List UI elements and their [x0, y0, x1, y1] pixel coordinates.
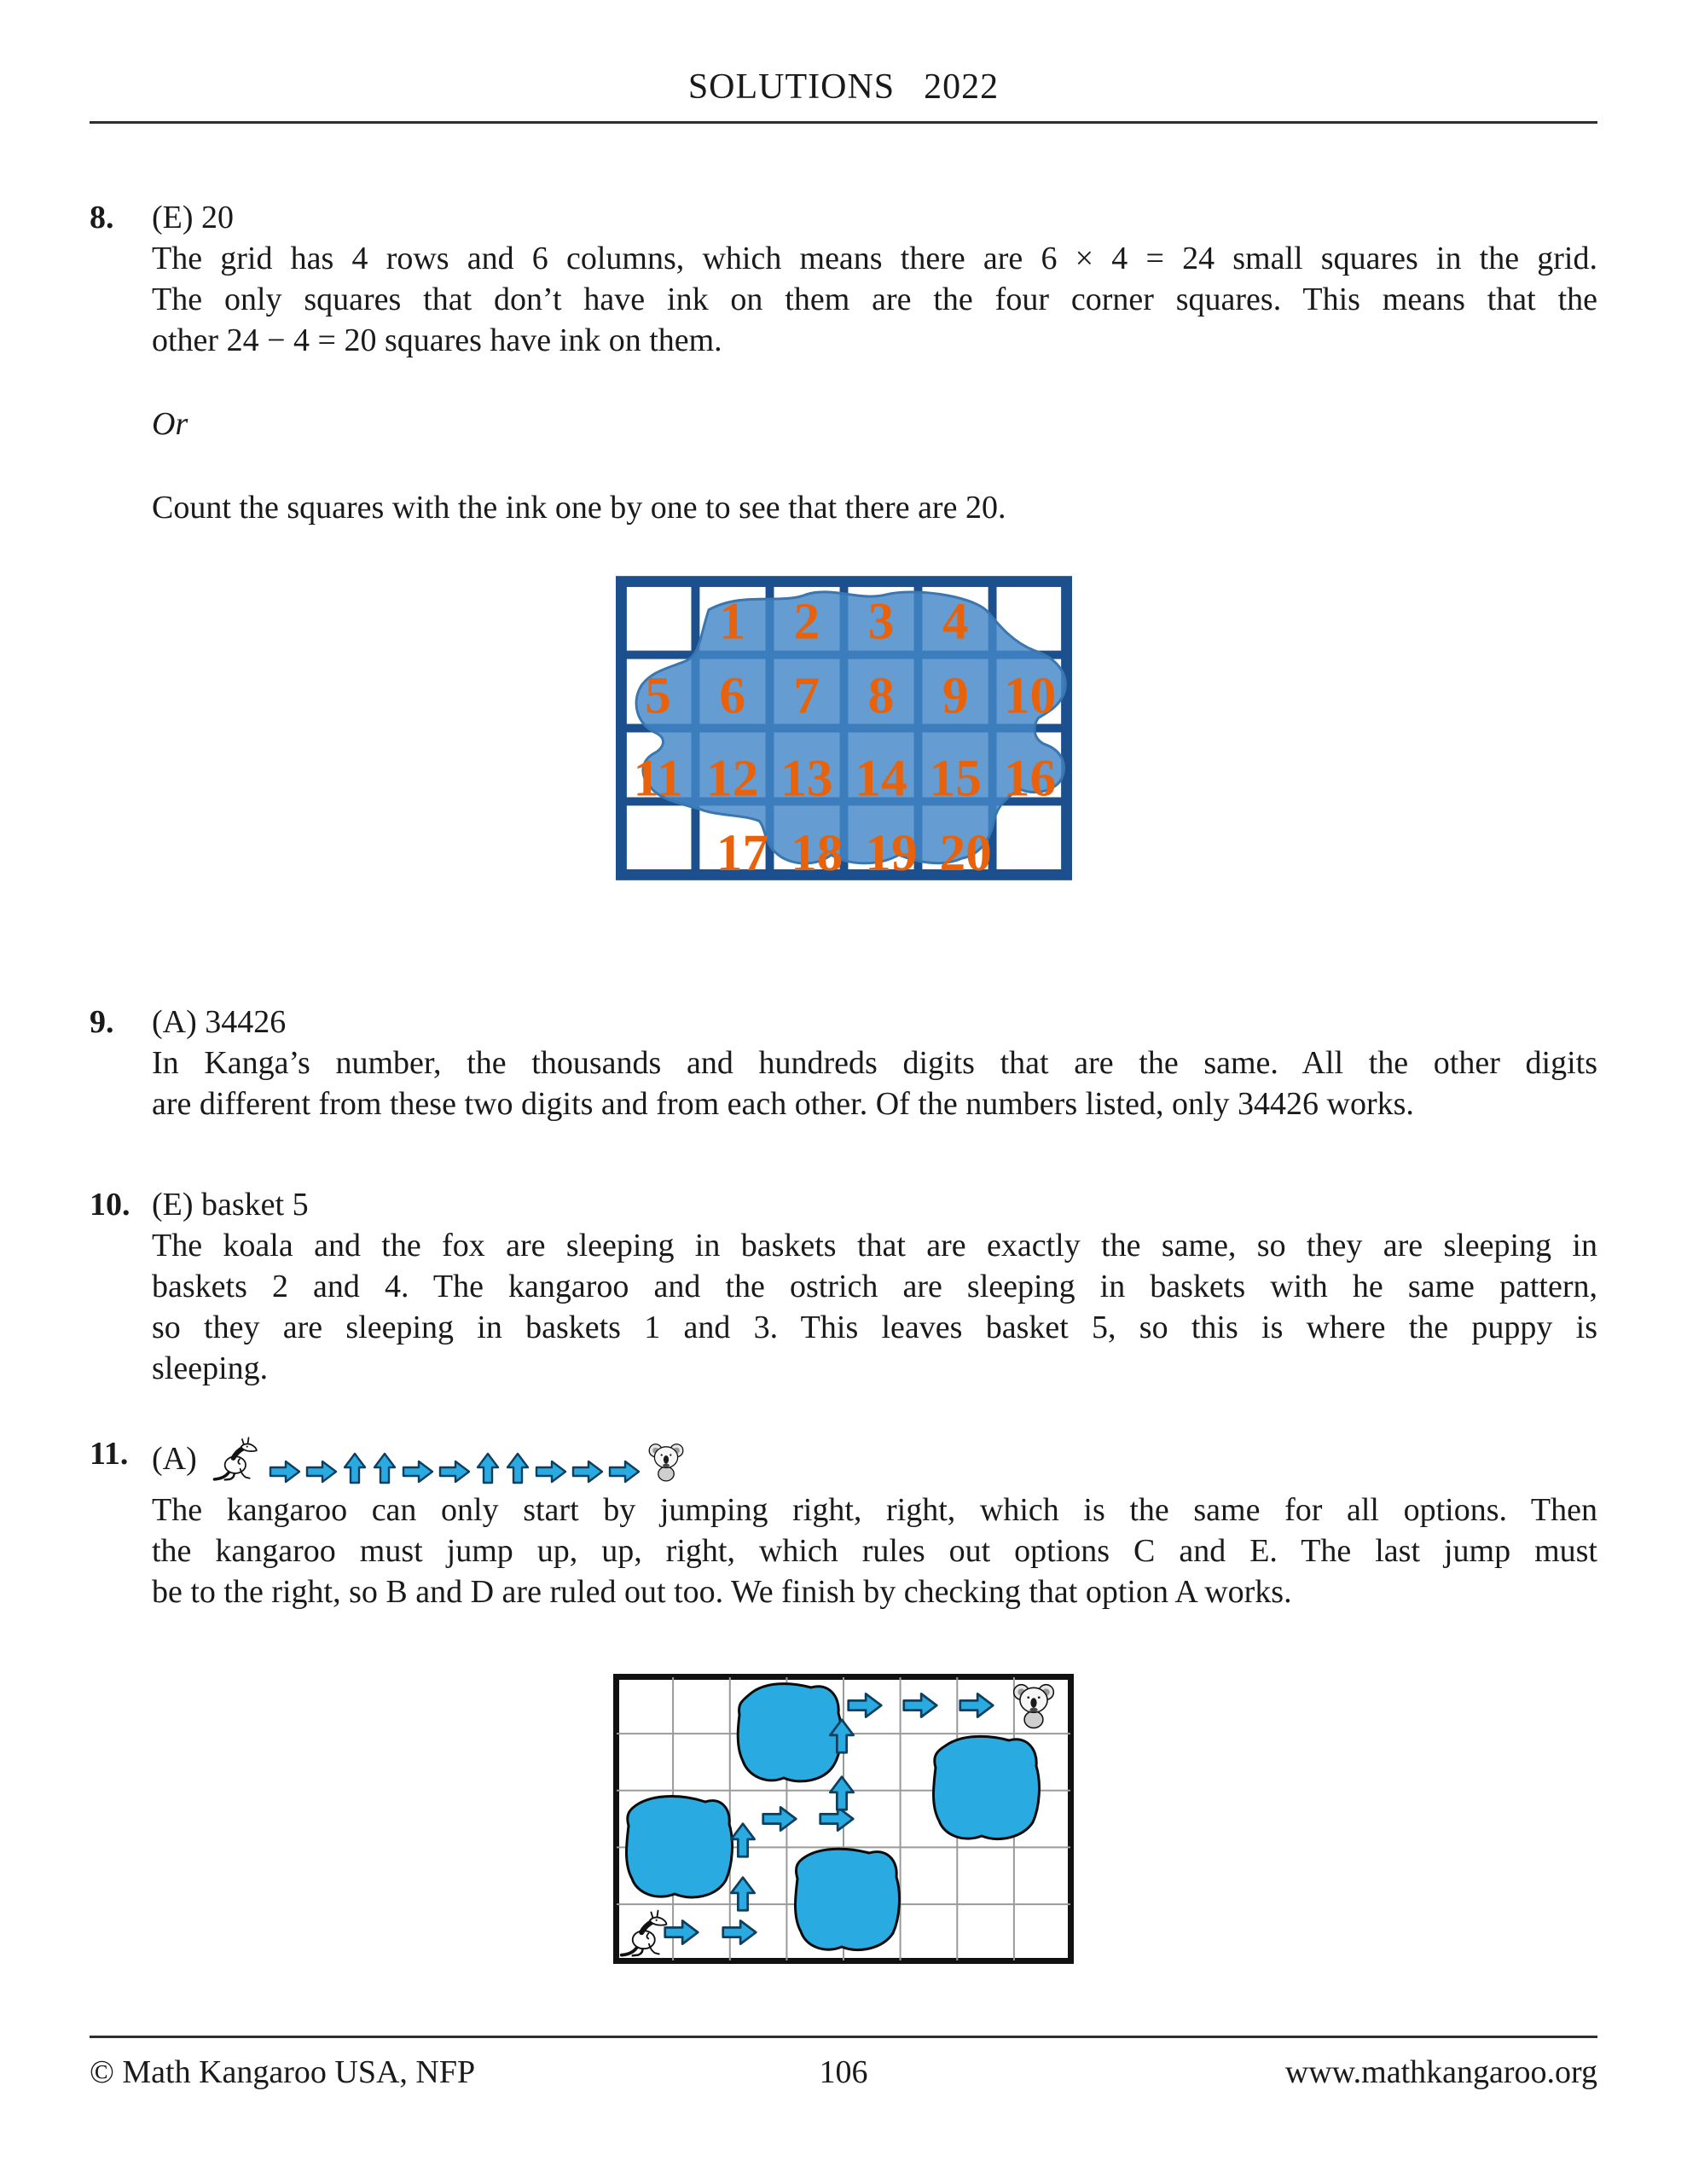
problem-11: [90, 1433, 1597, 1612]
page-footer: [90, 2036, 1597, 2091]
copyright-text: © Math Kangaroo USA, NFP: [90, 2054, 476, 2090]
problem-8: [90, 197, 1597, 528]
blob: [627, 1797, 733, 1897]
problem-answer: (A): [152, 1441, 197, 1477]
grid-number: 17: [716, 823, 768, 880]
grid-number: 5: [644, 666, 671, 725]
problem-number: 10.: [90, 1187, 130, 1223]
problem-number: 9.: [90, 1004, 114, 1040]
grid-number: 6: [718, 666, 745, 725]
answer-row: [152, 1433, 1597, 1484]
grid-number: 13: [780, 749, 833, 808]
arrow-up-icon: [505, 1452, 530, 1484]
grid-number: 7: [793, 666, 820, 725]
path-grid-figure: [613, 1674, 1074, 1964]
koala-icon: [647, 1440, 685, 1483]
arrow-right-icon: [402, 1459, 434, 1484]
kangaroo-icon: [209, 1433, 264, 1483]
body-line: The grid has 4 rows and 6 columns, which means there are 6 × 4 = 24 small squares in the grid.: [152, 241, 1597, 276]
header-divider: [90, 121, 1597, 124]
problem-answer: (A) 34426: [152, 1004, 287, 1040]
arrow-up-icon: [342, 1452, 368, 1484]
body-line: the kangaroo must jump up, up, right, which rules out options C and E. The last jump must: [152, 1533, 1597, 1569]
blob: [738, 1684, 841, 1781]
page-number: 106: [819, 2054, 868, 2090]
website-text: www.mathkangaroo.org: [1284, 2054, 1597, 2090]
or-label: Or: [152, 406, 188, 442]
arrow-right-icon: [438, 1459, 471, 1484]
body-line: The only squares that don’t have ink on them are the four corner squares. This means that the: [152, 282, 1597, 317]
answer-sequence: [269, 1452, 641, 1484]
problem-number: 11.: [90, 1436, 129, 1472]
grid-number: 4: [942, 592, 969, 651]
body-line: In Kanga’s number, the thousands and hundreds digits that are the same. All the other digits: [152, 1045, 1597, 1081]
grid-number: 11: [633, 749, 683, 808]
header-year: 2022: [924, 67, 1000, 107]
problem-10: [90, 1184, 1597, 1389]
grid-number: 10: [1003, 666, 1056, 725]
arrow-up-icon: [475, 1452, 501, 1484]
grid-number: 9: [942, 666, 969, 725]
problem-answer: (E) 20: [152, 200, 235, 235]
grid-number: 1: [718, 592, 745, 651]
problem-answer: (E) basket 5: [152, 1187, 309, 1223]
body-line: so they are sleeping in baskets 1 and 3. This leaves basket 5, so this is where the puppy is: [152, 1310, 1597, 1345]
grid-number: 16: [1003, 749, 1056, 808]
page-header: [90, 0, 1597, 107]
body-line: The koala and the fox are sleeping in baskets that are exactly the same, so they are sleeping in: [152, 1228, 1597, 1263]
footer-divider: [90, 2036, 1597, 2038]
arrow-up-icon: [372, 1452, 397, 1484]
grid-number: 12: [705, 749, 758, 808]
arrow-right-icon: [269, 1459, 301, 1484]
grid-number: 2: [793, 592, 820, 651]
body-line: be to the right, so B and D are ruled out too. We finish by checking that option A works.: [152, 1574, 1292, 1610]
grid-number: 20: [938, 823, 992, 880]
problem-9: [90, 1002, 1597, 1124]
grid-number: 3: [867, 592, 894, 651]
header-title: SOLUTIONS: [687, 67, 896, 107]
ink-blot-grid-figure: [616, 576, 1072, 880]
body-line: are different from these two digits and from each other. Of the numbers listed, only 34426 works.: [152, 1086, 1414, 1122]
grid-number: 8: [867, 666, 894, 725]
grid-number: 18: [790, 823, 843, 880]
body-line: Count the squares with the ink one by one to see that there are 20.: [152, 490, 1006, 526]
grid-number: 19: [864, 823, 918, 880]
arrow-right-icon: [305, 1459, 338, 1484]
grid-number: 15: [929, 749, 982, 808]
arrow-right-icon: [571, 1459, 604, 1484]
body-line: sleeping.: [152, 1350, 269, 1386]
blob: [796, 1849, 900, 1949]
arrow-right-icon: [535, 1459, 567, 1484]
body-line: other 24 − 4 = 20 squares have ink on them.: [152, 322, 722, 358]
blob: [934, 1736, 1040, 1838]
grid-number: 14: [854, 749, 907, 808]
problem-number: 8.: [90, 200, 114, 235]
body-line: baskets 2 and 4. The kangaroo and the ostrich are sleeping in baskets with he same pattern,: [152, 1269, 1597, 1304]
arrow-right-icon: [608, 1459, 641, 1484]
body-line: The kangaroo can only start by jumping right, right, which is the same for all options. Then: [152, 1492, 1597, 1528]
